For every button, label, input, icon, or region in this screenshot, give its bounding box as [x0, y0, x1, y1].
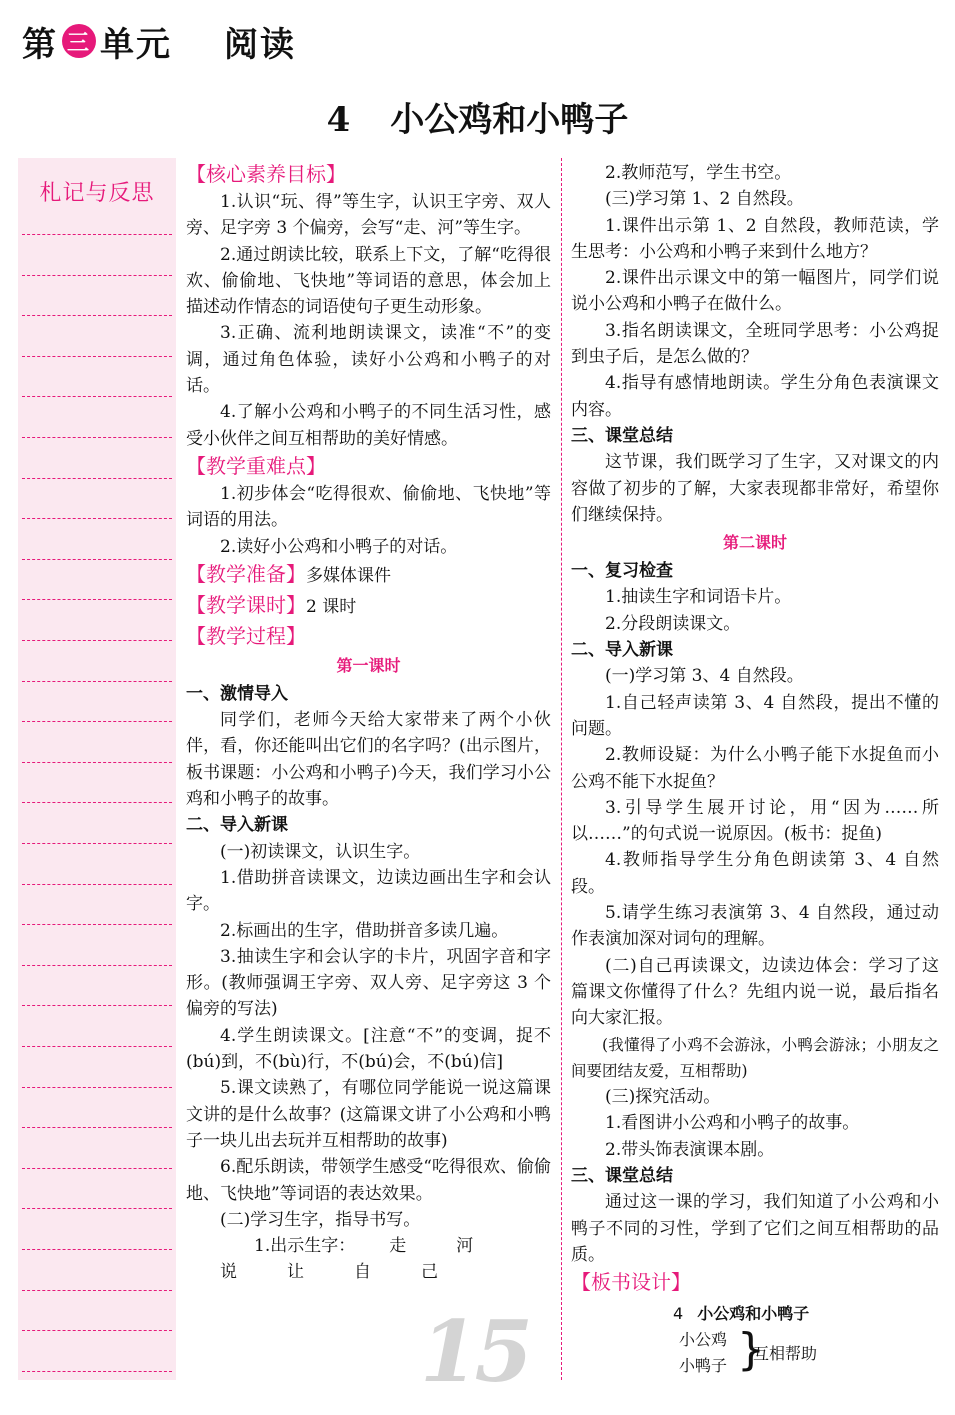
ruled-line: [22, 315, 172, 316]
section-title: 二、导入新课: [571, 640, 673, 661]
board-line: 小公鸡: [679, 1330, 728, 1350]
section-label: 阅读: [224, 24, 296, 65]
brace-icon: }: [737, 1324, 765, 1376]
ruled-line: [22, 884, 172, 885]
unit-prefix: 第: [22, 24, 58, 65]
sidebar-title: 札记与反思: [39, 181, 155, 206]
sub-heading: (三)学习第 1、2 自然段。: [605, 189, 804, 210]
ruled-line: [22, 1005, 172, 1006]
ruled-line: [22, 356, 172, 357]
ruled-line: [22, 437, 172, 438]
ruled-line: [22, 478, 172, 479]
note: (我懂得了小鸡不会游泳，小鸭会游泳；小朋友之间要团结友爱，互相帮助): [571, 1035, 939, 1080]
sub-heading: (一)初读课文，认识生字。: [220, 841, 421, 862]
section-title: 三、课堂总结: [571, 425, 673, 446]
key-item: 1.初步体会“吃得很欢、偷偷地、飞快地”等词语的用法。: [186, 483, 551, 531]
write-chars-label: 1.出示生字：: [254, 1236, 356, 1257]
ruled-line: [22, 1330, 172, 1331]
ruled-line: [22, 802, 172, 803]
lesson-title: [0, 92, 955, 141]
sub-heading: (二)自己再读课文，边读边体会：学习了这篇课文你懂得了什么？先组内说一说，最后指名向大家汇报。: [571, 955, 939, 1029]
ruled-line: [22, 518, 172, 519]
ruled-line: [22, 396, 172, 397]
lesson-title-text: 小公鸡和小鸭子: [390, 100, 629, 140]
ruled-line: [22, 1249, 172, 1250]
step-item: 5.请学生练习表演第 3、4 自然段，通过动作表演加深对词句的理解。: [571, 903, 939, 950]
board-number: 4: [673, 1304, 684, 1324]
ruled-line: [22, 1371, 172, 1372]
notes-sidebar: [18, 158, 176, 1380]
step-item: 2.课件出示课文中的第一幅图片，同学们说说小公鸡和小鸭子在做什么。: [571, 268, 939, 315]
step-item: 1.看图讲小公鸡和小鸭子的故事。: [605, 1113, 860, 1134]
ruled-line: [22, 1168, 172, 1169]
board-line: 小鸭子: [679, 1356, 728, 1376]
section-title: 一、复习检查: [571, 561, 673, 582]
goal-item: 3.正确、流利地朗读课文，读准“不”的变调，通过角色体验，读好小公鸡和小鸭子的对话。: [186, 323, 551, 397]
ruled-line: [22, 1087, 172, 1088]
step-item: 1.抽读生字和词语卡片。: [605, 587, 792, 608]
unit-number-badge: 三: [62, 24, 96, 58]
ruled-line: [22, 924, 172, 925]
unit-suffix: 单元: [100, 24, 172, 65]
ruled-line: [22, 721, 172, 722]
step-item: 3.引导学生展开讨论，用“因为……所以……”的句式说一说原因。(板书：捉鱼): [571, 797, 939, 845]
write-char: 己: [421, 1262, 438, 1283]
section-title: 二、导入新课: [186, 815, 288, 836]
paragraph: 同学们，老师今天给大家带来了两个小伙伴，看，你还能叫出它们的名字吗？(出示图片，板书课题：小公鸡和小鸭子)今天，我们学习小公鸡和小鸭子的故事。: [186, 710, 551, 810]
step-item: 2.教师范写，学生书空。: [605, 163, 792, 183]
step-item: 2.标画出的生字，借助拼音多读几遍。: [220, 920, 509, 941]
second-period-label: 第二课时: [722, 533, 787, 553]
ruled-line: [22, 1127, 172, 1128]
paragraph: 通过这一课的学习，我们知道了小公鸡和小鸭子不同的习性，学到了它们之间互相帮助的品质。: [571, 1192, 939, 1265]
right-column: [571, 160, 939, 1387]
section-title: 一、激情导入: [186, 683, 288, 704]
write-char: 走: [389, 1236, 407, 1257]
ruled-line: [22, 965, 172, 966]
board-design: [571, 1297, 939, 1387]
step-item: 1.借助拼音读课文，边读边画出生字和会认字。: [186, 867, 551, 915]
board-heading: 【板书设计】: [571, 1270, 691, 1295]
hours-heading: 【教学课时】: [186, 592, 306, 617]
hours-row: [186, 591, 551, 622]
write-chars-row: [186, 1233, 551, 1286]
key-heading: 【教学重难点】: [186, 453, 326, 478]
step-item: 4.学生朗读课文。[注意“不”的变调，捉不(bú)到，不(bù)行，不(bú)会，不(bú)信]: [186, 1025, 551, 1073]
goal-item: 2.通过朗读比较，联系上下文，了解“吃得很欢、偷偷地、飞快地”等词语的意思，体会加上描述动作情态的词语使句子更生动形象。: [186, 244, 551, 318]
hours-text: 2 课时: [306, 596, 357, 617]
write-char: 说: [220, 1262, 237, 1283]
prep-text: 多媒体课件: [306, 565, 391, 586]
board-title-text: 小公鸡和小鸭子: [697, 1304, 810, 1324]
sub-heading: (一)学习第 3、4 自然段。: [605, 666, 804, 687]
goal-item: 1.认识“玩、得”等生字，认识王字旁、双人旁、足字旁 3 个偏旁，会写“走、河”等生字。: [186, 192, 551, 239]
column-divider: [561, 158, 562, 1380]
sub-heading: (二)学习生字，指导书写。: [220, 1209, 421, 1230]
step-item: 4.教师指导学生分角色朗读第 3、4 自然段。: [571, 850, 939, 897]
ruled-line: [22, 681, 172, 682]
board-result: 互相帮助: [753, 1344, 818, 1364]
ruled-line: [22, 599, 172, 600]
left-column: [186, 160, 551, 1286]
step-item: 3.指名朗读课文，全班同学思考：小公鸡捉到虫子后，是怎么做的？: [571, 320, 939, 368]
process-heading: 【教学过程】: [186, 623, 306, 648]
step-item: 5.课文读熟了，有哪位同学能说一说这篇课文讲的是什么故事？(这篇课文讲了小公鸡和小鸭子一块儿出去玩并互相帮助的故事): [186, 1078, 551, 1151]
sub-heading: (三)探究活动。: [605, 1087, 721, 1108]
sidebar-ruled-lines: [18, 158, 176, 1380]
step-item: 6.配乐朗读，带领学生感受“吃得很欢、偷偷地、飞快地”等词语的表达效果。: [186, 1157, 551, 1204]
ruled-line: [22, 640, 172, 641]
write-char: 河: [456, 1236, 474, 1257]
ruled-line: [22, 1046, 172, 1047]
step-item: 4.指导有感情地朗读。学生分角色表演课文内容。: [571, 373, 939, 420]
ruled-line: [22, 1208, 172, 1209]
key-item: 2.读好小公鸡和小鸭子的对话。: [220, 536, 458, 557]
goal-item: 4.了解小公鸡和小鸭子的不同生活习性，感受小伙伴之间互相帮助的美好情感。: [186, 402, 551, 449]
step-item: 2.教师设疑：为什么小鸭子能下水捉鱼而小公鸡不能下水捉鱼？: [571, 745, 939, 792]
step-item: 1.自己轻声读第 3、4 自然段，提出不懂的问题。: [571, 692, 939, 739]
ruled-line: [22, 234, 172, 235]
write-char: 让: [287, 1262, 304, 1283]
write-char: 自: [354, 1262, 371, 1283]
step-item: 1.课件出示第 1、2 自然段，教师范读，学生思考：小公鸡和小鸭子来到什么地方？: [571, 215, 939, 262]
ruled-line: [22, 559, 172, 560]
prep-heading: 【教学准备】: [186, 561, 306, 586]
ruled-line: [22, 762, 172, 763]
step-item: 2.带头饰表演课本剧。: [605, 1139, 775, 1160]
section-title: 三、课堂总结: [571, 1165, 673, 1186]
paragraph: 这节课，我们既学习了生字，又对课文的内容做了初步的了解，大家表现都非常好，希望你们继续保持。: [571, 452, 939, 525]
ruled-line: [22, 1290, 172, 1291]
prep-row: [186, 560, 551, 591]
lesson-number: 4: [326, 100, 351, 140]
unit-header: [22, 18, 296, 64]
first-period-label: 第一课时: [336, 655, 401, 675]
ruled-line: [22, 843, 172, 844]
step-item: 3.抽读生字和会认字的卡片，巩固字音和字形。(教师强调王字旁、双人旁、足字旁这 3 个偏旁的写法): [186, 946, 551, 1020]
ruled-line: [22, 275, 172, 276]
step-item: 2.分段朗读课文。: [605, 613, 741, 634]
page-number: 15: [420, 1302, 529, 1401]
goal-heading: 【核心素养目标】: [186, 162, 346, 186]
